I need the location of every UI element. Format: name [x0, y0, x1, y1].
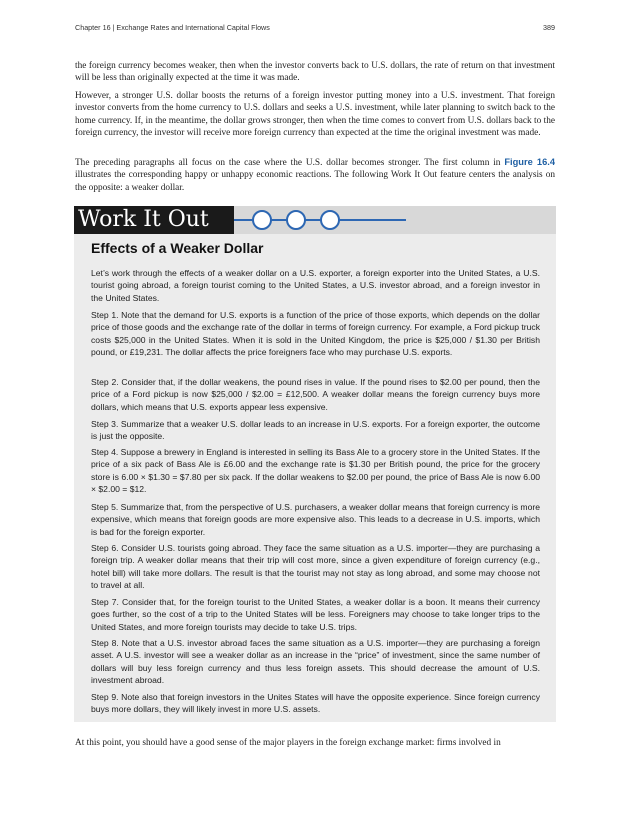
- work-it-out-heading: Effects of a Weaker Dollar: [91, 240, 264, 256]
- intro-p3-text-after: illustrates the corresponding happy or unhappy economic reactions. The following Work It Out feature centers the analysis on the opposite: a weaker dollar.: [75, 170, 555, 193]
- wio-paragraph-step-5: Step 5. Summarize that, from the perspective of U.S. purchasers, a weaker dollar means that foreign currency is more expensive, which means that foreign goods are more expensive also. This leads to a decrease in U.S. imports, which is bad for the foreign exporter.: [91, 502, 540, 537]
- wio-paragraph-step-7: Step 7. Consider that, for the foreign tourist to the United States, a weaker dollar is a boon. It means their currency goes further, so the cost of a trip to the United States will be less. Foreigners may choose to take longer trips to the United States, and more foreign tourists may decide to take U.S. trips.: [91, 597, 540, 632]
- wio-paragraph-step-6: Step 6. Consider U.S. tourists going abroad. They face the same situation as a U.S. importer—they are purchasing a foreign trip. A weaker dollar means that their trip will cost more, since a given expenditure of foreign currency (e.g., hotel bill) will take more dollars. The result is that the tourist may not stay as long abroad, and some may choose not to travel at all.: [91, 543, 540, 590]
- wio-paragraph-step-4: Step 4. Suppose a brewery in England is interested in selling its Bass Ale to a grocery store in the United States. If the price of a six pack of Bass Ale is £6.00 and the exchange rate is $1.30 per British pound, the price for the grocery store is 6.00 × $1.30 = $7.80 per six pack. If the dollar weakens to $2.00 per pound, the price of Bass Ale is now 6.00 × $2.00 = $12.: [91, 447, 540, 494]
- wio-paragraph-intro: Let’s work through the effects of a weaker dollar on a U.S. exporter, a foreign exporter into the United States, a U.S. tourist going abroad, a foreign tourist coming to the United States, a U.S. investor abroad, and a foreign investor in the United States.: [91, 268, 540, 303]
- wio-paragraph-step-9: Step 9. Note also that foreign investors in the Unites States will have the opposite experience. Since foreign currency buys more dollars, they will likely invest in more U.S. assets.: [91, 692, 540, 715]
- intro-paragraph-2: However, a stronger U.S. dollar boosts the returns of a foreign investor putting money into a U.S. investment. That foreign investor converts from the home currency to U.S. dollars and seeks a U.S. investment, while later planning to switch back to the home currency. If, in the meantime, the dollar grows stronger, then when the time comes to convert from U.S. dollars back to the foreign currency, the investor will receive more foreign currency than expected at the time the original investment was made.: [75, 91, 555, 139]
- page-number: 389: [543, 23, 555, 32]
- chapter-title: Chapter 16 | Exchange Rates and International Capital Flows: [75, 23, 270, 32]
- wio-paragraph-step-2: Step 2. Consider that, if the dollar weakens, the pound rises in value. If the pound rises to $2.00 per pound, then the price of a Ford pickup is now $25,000 / $2.00 = £12,500. A weaker dollar means the foreign currency buys more dollars, which means that U.S. exports appear less expensive.: [91, 377, 540, 412]
- intro-paragraph-1: the foreign currency becomes weaker, then when the investor converts back to U.S. dollars, the rate of return on that investment will be less than originally expected at the time it was made.: [75, 61, 555, 84]
- wio-paragraph-step-3: Step 3. Summarize that a weaker U.S. dollar leads to an increase in U.S. exports. For a foreign exporter, the outcome is just the opposite.: [91, 419, 540, 442]
- work-it-out-banner: [74, 206, 556, 234]
- wio-paragraph-step-8: Step 8. Note that a U.S. investor abroad faces the same situation as a U.S. importer—they are purchasing a foreign asset. A U.S. investor will see a weaker dollar as an increase in the “price” of investment, since the same number of dollars will buy less foreign currency and thus less foreign assets. This should decrease the amount of U.S. investment abroad.: [91, 638, 540, 685]
- work-it-out-title: Work It Out: [74, 206, 234, 234]
- wio-paragraph-step-1: Step 1. Note that the demand for U.S. exports is a function of the price of those exports, which depends on the dollar price of those goods and the exchange rate of the dollar in terms of foreign currency. For example, a Ford pickup truck costs $25,000 in the United States. When it is sold in the United Kingdom, the price is $25,000 / $1.30 per British pound, or £19,231. The dollar affects the price foreigners face who may purchase U.S. exports.: [91, 310, 540, 357]
- closing-paragraph: At this point, you should have a good sense of the major players in the foreign exchange market: firms involved in: [75, 738, 501, 748]
- circles-connector-icon: [234, 206, 414, 234]
- intro-paragraph-3: [75, 156, 555, 194]
- running-head: [75, 23, 555, 32]
- figure-link[interactable]: Figure 16.4: [504, 157, 555, 167]
- intro-p3-text-before: The preceding paragraphs all focus on the case where the U.S. dollar becomes stronger. The first column in: [75, 158, 505, 168]
